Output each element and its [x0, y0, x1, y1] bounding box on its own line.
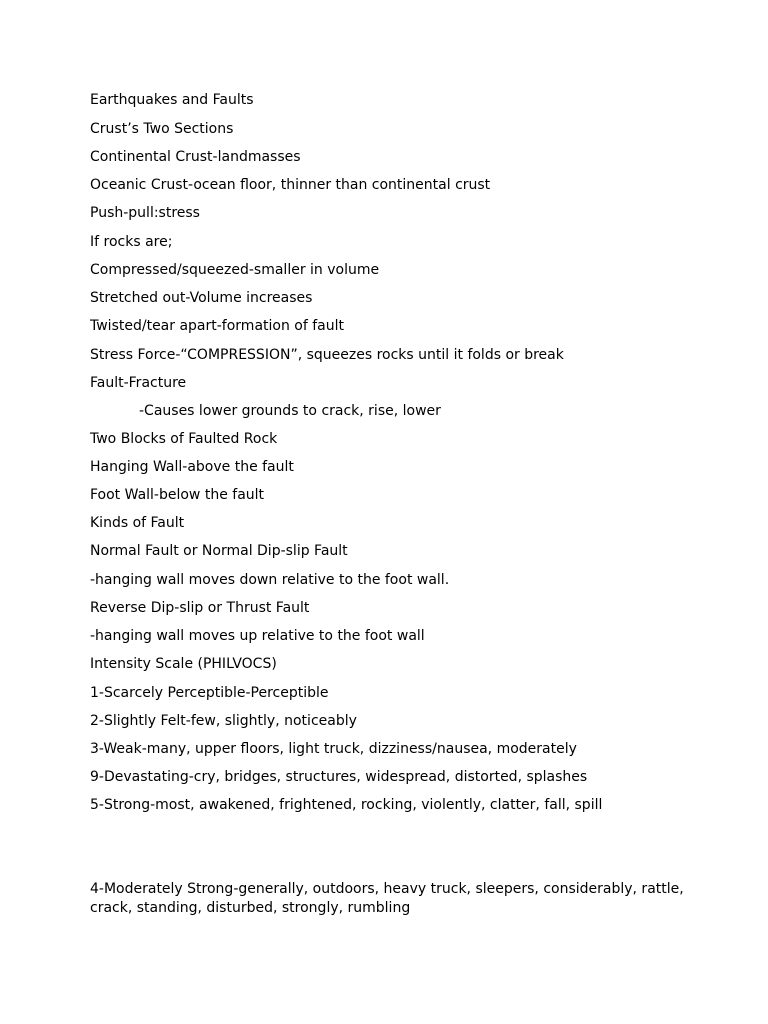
text-line: 9-Devastating-cry, bridges, structures, widespread, distorted, splashes — [90, 769, 588, 785]
text-line: 1-Scarcely Perceptible-Perceptible — [90, 685, 329, 701]
text-line: If rocks are; — [90, 234, 173, 250]
text-line: 2-Slightly Felt-few, slightly, noticeably — [90, 713, 357, 729]
text-line: Reverse Dip-slip or Thrust Fault — [90, 600, 310, 616]
text-line: Push-pull:stress — [90, 205, 200, 221]
text-line: Foot Wall-below the fault — [90, 487, 265, 503]
text-line: Kinds of Fault — [90, 515, 185, 531]
text-line: 3-Weak-many, upper floors, light truck, dizziness/nausea, moderately — [90, 741, 577, 757]
text-line: Oceanic Crust-ocean floor, thinner than continental crust — [90, 177, 491, 193]
text-line: -hanging wall moves down relative to the foot wall. — [90, 572, 450, 588]
text-line: Crust’s Two Sections — [90, 121, 234, 137]
text-line: Twisted/tear apart-formation of fault — [90, 318, 344, 334]
text-line: Continental Crust-landmasses — [90, 149, 301, 165]
document-title: Earthquakes and Faults — [90, 92, 254, 108]
text-line: Stretched out-Volume increases — [90, 290, 313, 306]
text-line: Stress Force-“COMPRESSION”, squeezes rocks until it folds or break — [90, 347, 564, 363]
text-line: Fault-Fracture — [90, 375, 187, 391]
text-line: 4-Moderately Strong-generally, outdoors, heavy truck, sleepers, considerably, rattle, crack, standing, disturbed, strongly, rumbling — [90, 881, 684, 916]
text-line: Two Blocks of Faulted Rock — [90, 431, 278, 447]
text-line: -hanging wall moves up relative to the foot wall — [90, 628, 425, 644]
text-line: Compressed/squeezed-smaller in volume — [90, 262, 380, 278]
text-line: 5-Strong-most, awakened, frightened, rocking, violently, clatter, fall, spill — [90, 797, 603, 813]
text-line: Normal Fault or Normal Dip-slip Fault — [90, 543, 348, 559]
indented-text-line: -Causes lower grounds to crack, rise, lower — [139, 403, 441, 419]
text-line: Intensity Scale (PHILVOCS) — [90, 656, 277, 672]
text-line: Hanging Wall-above the fault — [90, 459, 294, 475]
